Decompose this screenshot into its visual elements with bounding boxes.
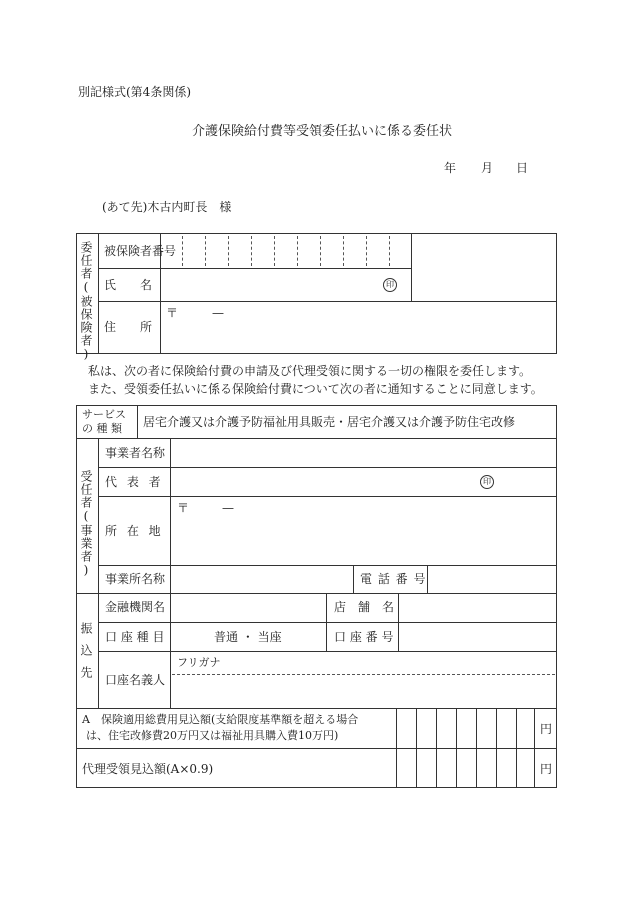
office-name-label: 事業所名称 bbox=[105, 572, 166, 586]
divider bbox=[98, 438, 99, 593]
account-number-label: 口 座 番 号 bbox=[334, 630, 394, 644]
service-label-2: の 種 類 bbox=[82, 422, 122, 435]
seal-icon: 印 bbox=[383, 278, 397, 292]
principal-address-field[interactable] bbox=[160, 301, 557, 354]
address-label: 住 所 bbox=[104, 320, 159, 334]
date-month: 月 bbox=[481, 161, 494, 175]
agent-side-label: 受任者(事業者) bbox=[79, 470, 93, 578]
postal-dash: — bbox=[222, 501, 234, 515]
insured-number-label: 被保険者番号 bbox=[104, 244, 177, 258]
business-name-field[interactable] bbox=[170, 438, 557, 467]
transfer-side-label: 振込先 bbox=[79, 622, 93, 688]
business-name-label: 事業者名称 bbox=[105, 446, 166, 460]
account-type-label: 口 座 種 目 bbox=[105, 630, 165, 644]
divider bbox=[98, 233, 99, 354]
amount-a-unit: 円 bbox=[540, 722, 553, 736]
statement-line-1: 私は、次の者に保険給付費の申請及び代理受領に関する一切の権限を委任します。 bbox=[88, 364, 532, 378]
principal-side-label: 委任者(被保険者) bbox=[79, 241, 93, 362]
amount-a-line-2: は、住宅改修費20万円又は福祉用具購入費10万円) bbox=[86, 729, 339, 742]
addressee: (あて先)木古内町長 様 bbox=[102, 200, 232, 214]
postal-mark: 〒 bbox=[177, 501, 190, 515]
proxy-amount-label: 代理受領見込額(A×0.9) bbox=[82, 762, 214, 776]
phone-field[interactable] bbox=[427, 565, 557, 593]
seal-icon: 印 bbox=[480, 475, 494, 489]
proxy-amount-digits[interactable] bbox=[396, 748, 534, 788]
document-title: 介護保険給付費等受領委任払いに係る委任状 bbox=[192, 124, 453, 139]
account-number-field[interactable] bbox=[398, 622, 557, 651]
phone-label: 電 話 番 号 bbox=[360, 572, 427, 586]
bank-field[interactable] bbox=[170, 593, 326, 622]
principal-name-field[interactable] bbox=[160, 268, 411, 301]
divider bbox=[137, 405, 138, 438]
divider bbox=[411, 233, 412, 301]
representative-field[interactable] bbox=[170, 467, 557, 496]
holder-field[interactable] bbox=[170, 651, 557, 708]
date-year: 年 bbox=[444, 161, 457, 175]
holder-label: 口座名義人 bbox=[105, 673, 166, 687]
insured-number-field[interactable] bbox=[160, 233, 411, 268]
representative-label: 代 表 者 bbox=[105, 475, 164, 489]
divider bbox=[353, 565, 354, 593]
date-day: 日 bbox=[516, 161, 529, 175]
office-name-field[interactable] bbox=[170, 565, 353, 593]
bank-label: 金融機関名 bbox=[105, 600, 166, 614]
postal-mark: 〒 bbox=[166, 306, 179, 320]
amount-a-digits[interactable] bbox=[396, 708, 534, 748]
amount-a-line-1: A 保険適用総費用見込額(支給限度基準額を超える場合 bbox=[82, 713, 359, 726]
divider bbox=[98, 593, 99, 708]
proxy-amount-unit: 円 bbox=[540, 762, 553, 776]
form-label: 別記様式(第4条関係) bbox=[78, 85, 191, 99]
location-label: 所 在 地 bbox=[105, 524, 164, 538]
furigana-label: フリガナ bbox=[177, 656, 221, 669]
name-label: 氏 名 bbox=[104, 278, 159, 292]
postal-dash: — bbox=[212, 306, 224, 320]
account-type-value[interactable]: 普通 ・ 当座 bbox=[214, 630, 282, 644]
service-label-1: サービス bbox=[82, 408, 126, 421]
branch-field[interactable] bbox=[398, 593, 557, 622]
location-field[interactable] bbox=[170, 496, 557, 565]
service-value: 居宅介護又は介護予防福祉用具販売・居宅介護又は介護予防住宅改修 bbox=[143, 415, 516, 429]
divider bbox=[534, 708, 535, 788]
branch-label: 店 舗 名 bbox=[334, 600, 395, 614]
statement-line-2: また、受領委任払いに係る保険給付費について次の者に通知することに同意します。 bbox=[88, 382, 543, 396]
